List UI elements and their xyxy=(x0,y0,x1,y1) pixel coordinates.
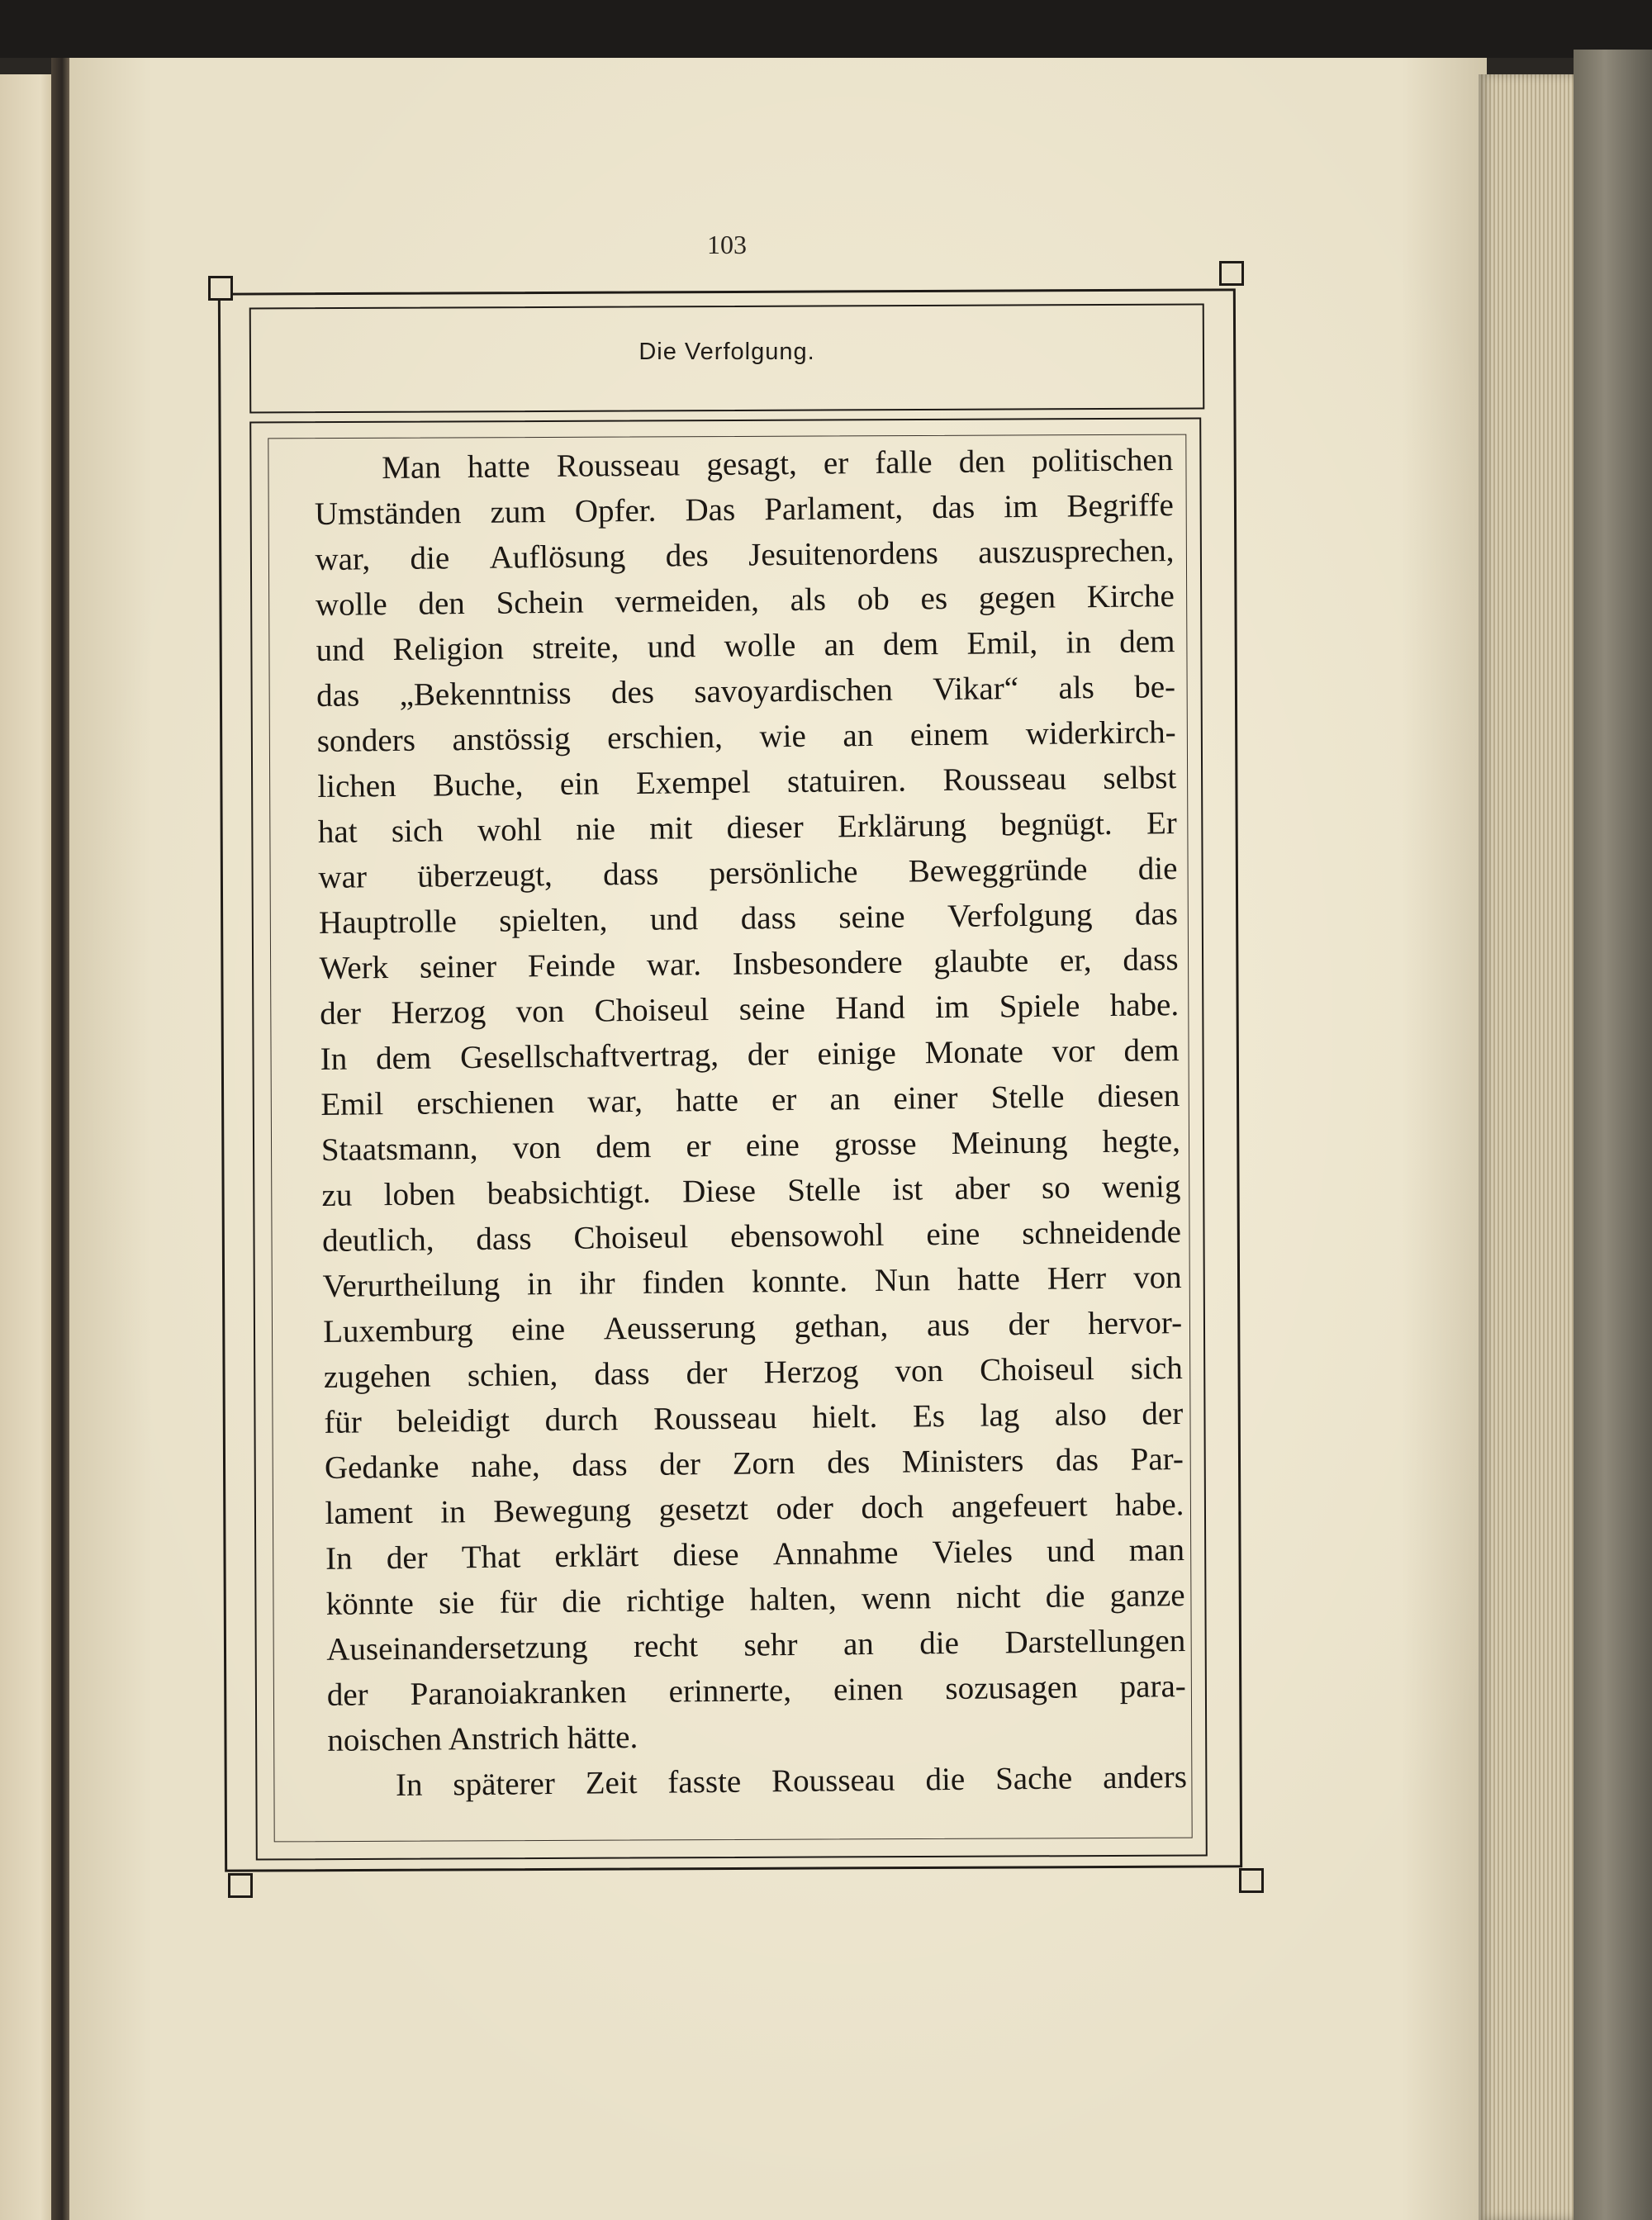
text-line: noischen Anstrich hätte. xyxy=(327,1719,638,1758)
text-line: Staatsmann, von dem er eine grosse Meinung hegte, xyxy=(320,1123,1181,1168)
frame-corner-top-right xyxy=(1219,261,1244,286)
text-line: war, die Auflösung des Jesuitenordens auszusprechen, xyxy=(315,533,1175,577)
binding-top-edge xyxy=(0,0,1652,58)
page-number: 103 xyxy=(707,230,747,259)
text-line: deutlich, dass Choiseul ebensowohl eine schneidende xyxy=(321,1214,1182,1259)
text-line: war überzeugt, dass persönliche Beweggründe die xyxy=(318,851,1178,895)
text-line: könnte sie für die richtige halten, wenn nicht die ganze xyxy=(325,1577,1185,1622)
page-edge-stack xyxy=(1479,74,1578,2220)
text-line: In der That erklärt diese Annahme Vieles und man xyxy=(325,1532,1185,1577)
text-line: der Paranoiakranken erinnerte, einen sozusagen para- xyxy=(326,1668,1187,1713)
frame-corner-bottom-right xyxy=(1239,1868,1264,1893)
text-line: Umständen zum Opfer. Das Parlament, das im Begriffe xyxy=(314,487,1174,532)
text-line: In dem Gesellschaftvertrag, der einige Monate vor dem xyxy=(320,1032,1180,1077)
text-line: für beleidigt durch Rousseau hielt. Es lag also der xyxy=(324,1396,1184,1440)
text-line: Verurtheilung in ihr finden konnte. Nun hatte Herr von xyxy=(322,1259,1182,1304)
text-line: hat sich wohl nie mit dieser Erklärung begnügt. Er xyxy=(317,805,1178,850)
text-line: Luxemburg eine Aeusserung gethan, aus der hervor- xyxy=(323,1305,1183,1350)
facing-page-edge xyxy=(0,74,58,2220)
text-line: der Herzog von Choiseul seine Hand im Spiele habe. xyxy=(319,987,1180,1032)
frame-corner-top-left xyxy=(208,276,233,301)
text-line: sonders anstössig erschien, wie an einem widerkirch- xyxy=(316,714,1176,759)
frame-corner-bottom-left xyxy=(228,1873,253,1898)
text-line: Hauptrolle spielten, und dass seine Verfolgung das xyxy=(318,896,1179,941)
text-line: In späterer Zeit fasste Rousseau die Sache anders xyxy=(395,1759,1188,1804)
book-cover-edge xyxy=(1574,50,1652,2220)
running-head: Die Verfolgung. xyxy=(638,339,815,365)
text-line: das „Bekenntniss des savoyardischen Vikar“ als be- xyxy=(316,669,1176,714)
text-line: wolle den Schein vermeiden, als ob es gegen Kirche xyxy=(315,578,1175,623)
text-line: und Religion streite, und wolle an dem Emil, in dem xyxy=(316,624,1175,668)
text-line: Emil erschienen war, hatte er an einer Stelle diesen xyxy=(320,1078,1180,1122)
text-line: zu loben beabsichtigt. Diese Stelle ist aber so wenig xyxy=(321,1169,1181,1213)
text-line: zugehen schien, dass der Herzog von Choiseul sich xyxy=(323,1350,1183,1395)
body-text xyxy=(314,437,1187,1809)
text-line: Man hatte Rousseau gesagt, er falle den politischen xyxy=(382,442,1174,486)
text-line: lichen Buche, ein Exempel statuiren. Rousseau selbst xyxy=(317,760,1177,804)
text-line: lament in Bewegung gesetzt oder doch angefeuert habe. xyxy=(325,1487,1184,1531)
text-line: Gedanke nahe, dass der Zorn des Ministers das Par- xyxy=(324,1441,1184,1486)
text-line: Auseinandersetzung recht sehr an die Darstellungen xyxy=(326,1623,1186,1667)
book-gutter xyxy=(51,58,69,2220)
text-line: Werk seiner Feinde war. Insbesondere glaubte er, dass xyxy=(319,942,1179,986)
